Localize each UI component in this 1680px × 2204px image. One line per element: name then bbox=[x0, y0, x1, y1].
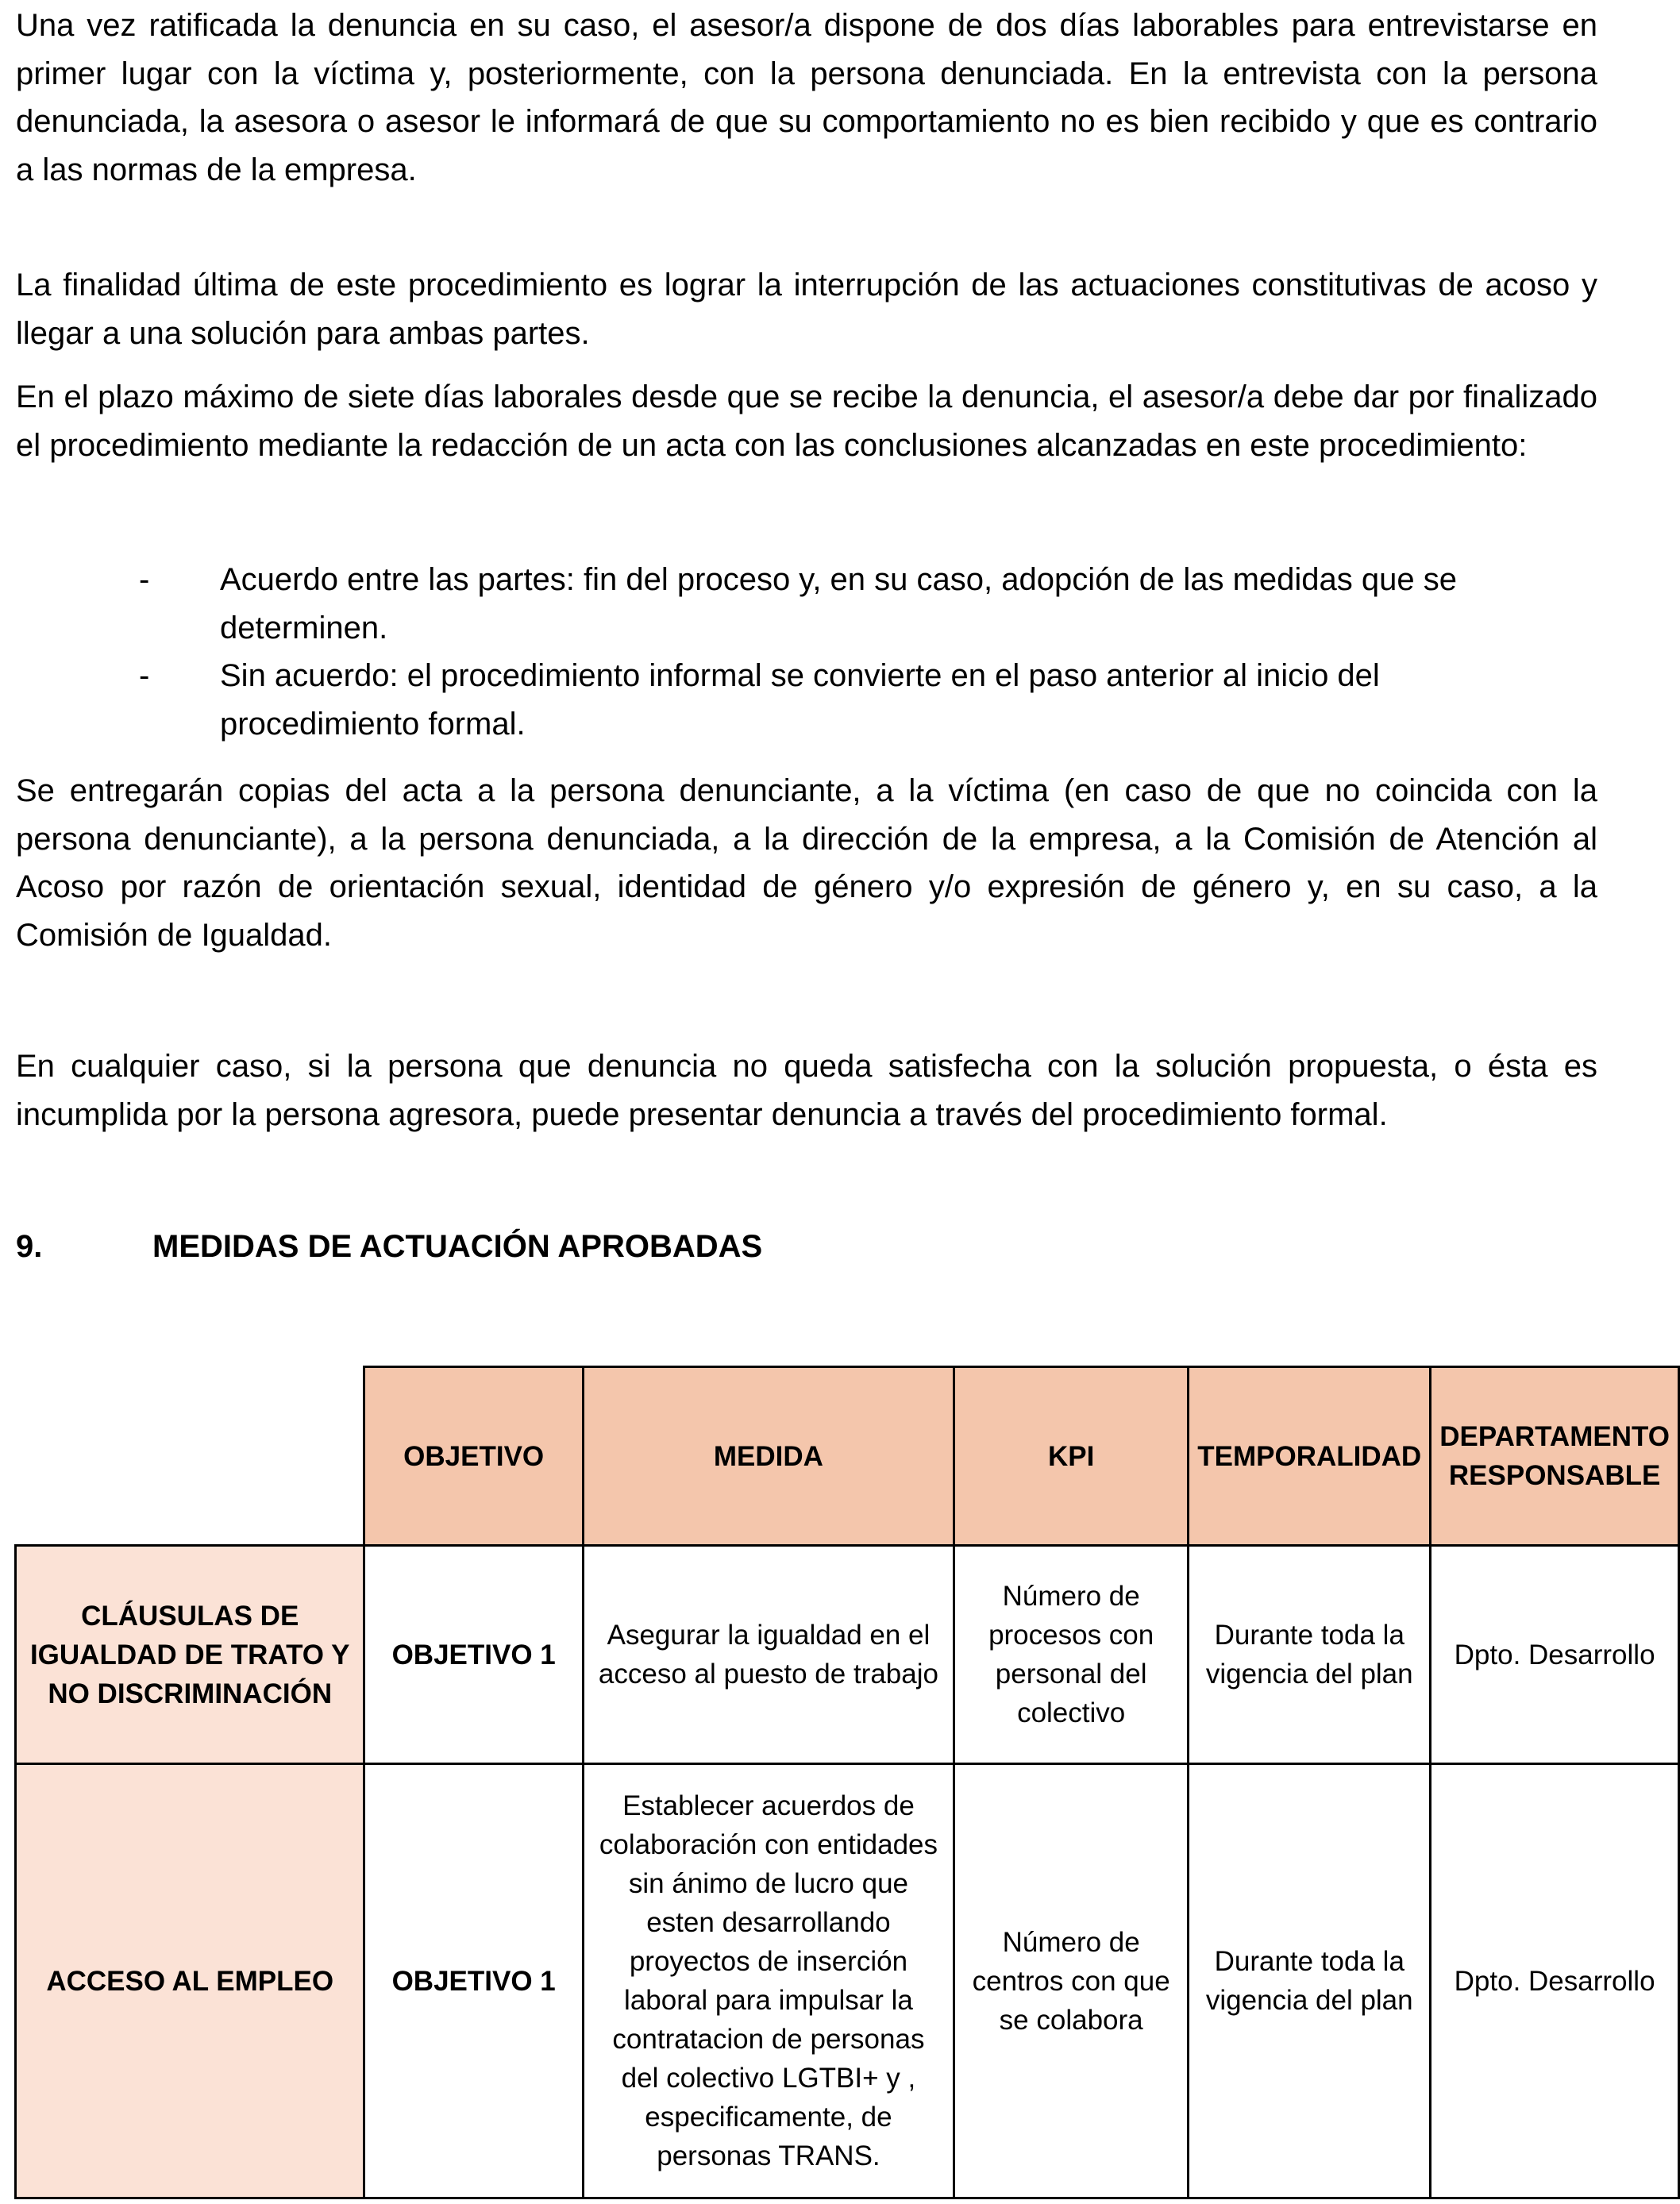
table-row bbox=[16, 1764, 1679, 2198]
header-medida: MEDIDA bbox=[583, 1367, 954, 1546]
row-kpi: Número de procesos con personal del colectivo bbox=[954, 1546, 1189, 1764]
section-heading bbox=[16, 1223, 762, 1270]
measures-table bbox=[14, 1366, 1680, 2199]
bullet-list bbox=[16, 556, 1597, 748]
paragraph-cualquier-caso: En cualquier caso, si la persona que denuncia no queda satisfecha con la solución propuesta, o ésta es incumplida por la persona agresora, puede presentar denuncia a través del procedimiento formal. bbox=[16, 1049, 1597, 1132]
header-blank-cell bbox=[16, 1367, 364, 1546]
list-item bbox=[16, 652, 1490, 748]
row-kpi: Número de centros con que se colabora bbox=[954, 1764, 1189, 2198]
header-departamento: DEPARTAMENTO RESPONSABLE bbox=[1431, 1367, 1679, 1546]
row-category: CLÁUSULAS DE IGUALDAD DE TRATO Y NO DISCRIMINACIÓN bbox=[16, 1546, 364, 1764]
section-title: MEDIDAS DE ACTUACIÓN APROBADAS bbox=[152, 1229, 763, 1264]
paragraph-finalidad: La finalidad última de este procedimiento es lograr la interrupción de las actuaciones constitutivas de acoso y llegar a una solución para ambas partes. bbox=[16, 268, 1597, 351]
paragraph-plazo: En el plazo máximo de siete días laborales desde que se recibe la denuncia, el asesor/a debe dar por finalizado el procedimiento mediante la redacción de un acta con las conclusiones alcanzadas en este procedimiento: bbox=[16, 380, 1597, 463]
paragraph-ratificacion: Una vez ratificada la denuncia en su caso, el asesor/a dispone de dos días laborables para entrevistarse en primer lugar con la víctima y, posteriormente, con la persona denunciada. En la entrevista con la persona denunciada, la asesora o asesor le informará de que su comportamiento no es bien recibido y que es contrario a las normas de la empresa. bbox=[16, 8, 1597, 187]
table-row bbox=[16, 1546, 1679, 1764]
paragraph-copias: Se entregarán copias del acta a la persona denunciante, a la víctima (en caso de que no coincida con la persona denunciante), a la persona denunciada, a la dirección de la empresa, a la Comisión de Atención al Acoso por razón de orientación sexual, identidad de género y/o expresión de género y, en su caso, a la Comisión de Igualdad. bbox=[16, 773, 1597, 953]
list-item bbox=[16, 556, 1490, 652]
bullet-text: Acuerdo entre las partes: fin del proceso y, en su caso, adopción de las medidas que se determinen. bbox=[220, 562, 1457, 645]
section-number: 9. bbox=[16, 1229, 43, 1264]
row-temporalidad: Durante toda la vigencia del plan bbox=[1189, 1764, 1431, 2198]
bullet-text: Sin acuerdo: el procedimiento informal se convierte en el paso anterior al inicio del procedimiento formal. bbox=[220, 658, 1380, 742]
row-objetivo: OBJETIVO 1 bbox=[364, 1546, 583, 1764]
row-medida: Asegurar la igualdad en el acceso al puesto de trabajo bbox=[583, 1546, 954, 1764]
row-medida: Establecer acuerdos de colaboración con entidades sin ánimo de lucro que esten desarrollando proyectos de inserción laboral para impulsar la contratacion de personas del colectivo LGTBI+ y , especificamente, de personas TRANS. bbox=[583, 1764, 954, 2198]
bullet-dash: - bbox=[139, 562, 150, 597]
row-category: ACCESO AL EMPLEO bbox=[16, 1764, 364, 2198]
header-kpi: KPI bbox=[954, 1367, 1189, 1546]
row-objetivo: OBJETIVO 1 bbox=[364, 1764, 583, 2198]
row-departamento: Dpto. Desarrollo bbox=[1431, 1546, 1679, 1764]
row-temporalidad: Durante toda la vigencia del plan bbox=[1189, 1546, 1431, 1764]
header-temporalidad: TEMPORALIDAD bbox=[1189, 1367, 1431, 1546]
header-objetivo: OBJETIVO bbox=[364, 1367, 583, 1546]
bullet-dash: - bbox=[139, 658, 150, 693]
row-departamento: Dpto. Desarrollo bbox=[1431, 1764, 1679, 2198]
table-header-row bbox=[16, 1367, 1679, 1546]
